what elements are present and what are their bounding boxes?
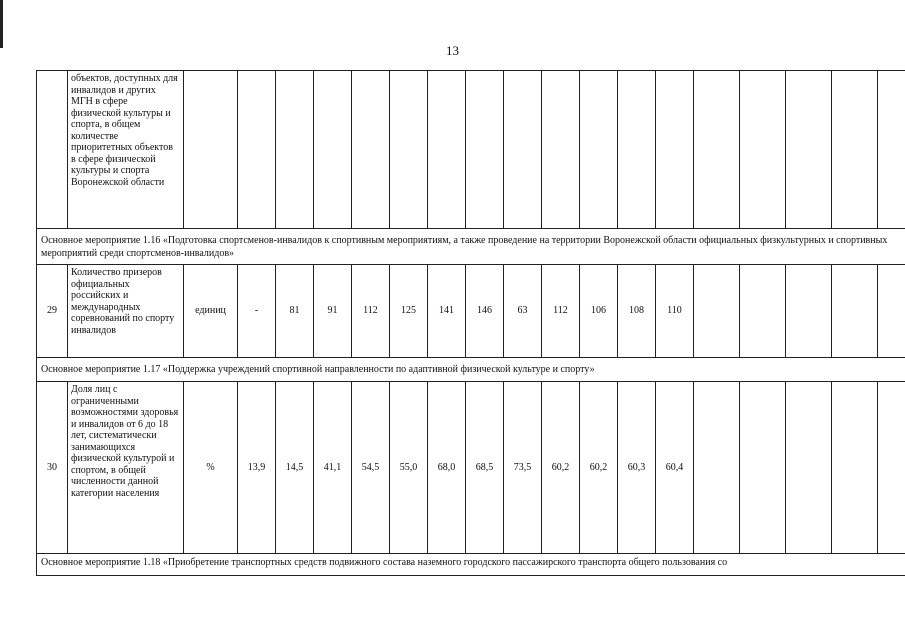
value-cell bbox=[314, 71, 352, 229]
value-cell: 141 bbox=[428, 265, 466, 358]
value-cell bbox=[694, 265, 740, 358]
indicator-name-cell: Количество призеров официальных российских и международных соревнований по спорту инвалидов bbox=[68, 265, 184, 358]
value-cell bbox=[786, 382, 832, 554]
value-cell bbox=[786, 71, 832, 229]
value-cell: 60,2 bbox=[542, 382, 580, 554]
value-cell: 146 bbox=[466, 265, 504, 358]
value-cell bbox=[504, 71, 542, 229]
value-cell bbox=[542, 71, 580, 229]
value-cell bbox=[428, 71, 466, 229]
value-cell bbox=[694, 71, 740, 229]
value-cell bbox=[740, 265, 786, 358]
table-body bbox=[37, 71, 905, 576]
value-cell: 68,5 bbox=[466, 382, 504, 554]
value-cell bbox=[832, 71, 878, 229]
value-cell: 112 bbox=[542, 265, 580, 358]
value-cell: 112 bbox=[352, 265, 390, 358]
unit-cell: % bbox=[184, 382, 238, 554]
value-cell: 108 bbox=[618, 265, 656, 358]
value-cell: 13,9 bbox=[238, 382, 276, 554]
value-cell bbox=[580, 71, 618, 229]
value-cell: 14,5 bbox=[276, 382, 314, 554]
value-cell bbox=[390, 71, 428, 229]
value-cell: 54,5 bbox=[352, 382, 390, 554]
value-cell bbox=[352, 71, 390, 229]
value-cell bbox=[878, 71, 905, 229]
value-cell: 125 bbox=[390, 265, 428, 358]
value-cell: 60,3 bbox=[618, 382, 656, 554]
value-cell bbox=[238, 71, 276, 229]
value-cell bbox=[832, 382, 878, 554]
value-cell bbox=[618, 71, 656, 229]
num-cell bbox=[37, 71, 68, 229]
value-cell bbox=[466, 71, 504, 229]
value-cell bbox=[786, 265, 832, 358]
value-cell: 106 bbox=[580, 265, 618, 358]
measure-header-cell: Основное мероприятие 1.18 «Приобретение транспортных средств подвижного состава наземного городского пассажирского транспорта общего пользования со bbox=[37, 554, 905, 576]
value-cell: 110 bbox=[656, 265, 694, 358]
value-cell: 63 bbox=[504, 265, 542, 358]
value-cell: - bbox=[238, 265, 276, 358]
measure-header-row bbox=[37, 554, 905, 576]
value-cell: 68,0 bbox=[428, 382, 466, 554]
value-cell bbox=[694, 382, 740, 554]
unit-cell: единиц bbox=[184, 265, 238, 358]
value-cell bbox=[878, 382, 905, 554]
table-row bbox=[37, 382, 905, 554]
row-number: 30 bbox=[37, 382, 68, 554]
row-number: 29 bbox=[37, 265, 68, 358]
indicator-name-cell: объектов, доступных для инвалидов и других МГН в сфере физической культуры и спорта, в общем количестве приоритетных объектов в сфере физической культуры и спорта Воронежской области bbox=[68, 71, 184, 229]
measure-header-cell: Основное мероприятие 1.16 «Подготовка спортсменов-инвалидов к спортивным мероприятиям, а также проведение на территории Воронежской области официальных физкультурных и спортивных мероприятий среди спортсменов-инвалидов» bbox=[37, 229, 905, 265]
value-cell bbox=[832, 265, 878, 358]
value-cell bbox=[740, 382, 786, 554]
table-row bbox=[37, 265, 905, 358]
indicator-name-cell: Доля лиц с ограниченными возможностями здоровья и инвалидов от 6 до 18 лет, систематически занимающихся физической культурой и спортом, в общей численности данной категории населения bbox=[68, 382, 184, 554]
measure-header-row bbox=[37, 358, 905, 382]
value-cell bbox=[276, 71, 314, 229]
value-cell: 41,1 bbox=[314, 382, 352, 554]
value-cell: 60,2 bbox=[580, 382, 618, 554]
value-cell: 81 bbox=[276, 265, 314, 358]
value-cell: 60,4 bbox=[656, 382, 694, 554]
value-cell: 73,5 bbox=[504, 382, 542, 554]
value-cell bbox=[656, 71, 694, 229]
page-edge-mark bbox=[0, 0, 3, 48]
measure-header-cell: Основное мероприятие 1.17 «Поддержка учреждений спортивной направленности по адаптивной физической культуре и спорту» bbox=[37, 358, 905, 382]
value-cell: 55,0 bbox=[390, 382, 428, 554]
value-cell bbox=[740, 71, 786, 229]
value-cell: 91 bbox=[314, 265, 352, 358]
measure-header-row bbox=[37, 229, 905, 265]
table-row-continued bbox=[37, 71, 905, 229]
indicator-table bbox=[36, 70, 905, 576]
unit-cell bbox=[184, 71, 238, 229]
value-cell bbox=[878, 265, 905, 358]
page-number: 13 bbox=[446, 43, 459, 58]
